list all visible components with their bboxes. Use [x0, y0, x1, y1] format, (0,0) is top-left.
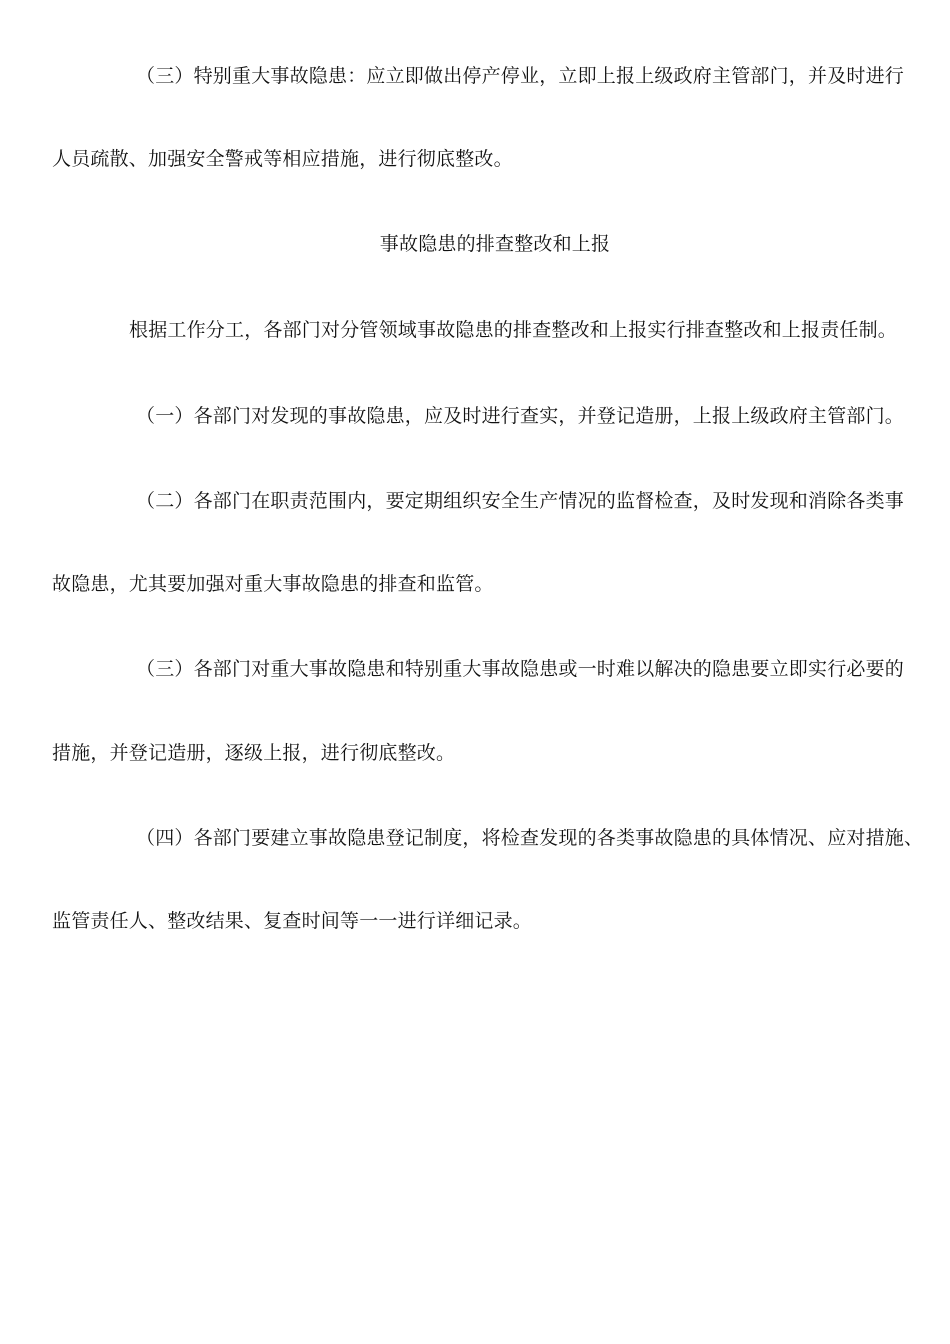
- paragraph-line: 故隐患，尤其要加强对重大事故隐患的排查和监管。: [52, 573, 494, 595]
- paragraph-line: （三）特别重大事故隐患：应立即做出停产停业，立即上报上级政府主管部门，并及时进行: [136, 65, 905, 87]
- paragraph-line: 监管责任人、整改结果、复查时间等一一进行详细记录。: [52, 910, 533, 932]
- section-heading: 事故隐患的排查整改和上报: [379, 233, 611, 255]
- paragraph-line: 措施，并登记造册，逐级上报，进行彻底整改。: [52, 742, 456, 764]
- paragraph-line: 人员疏散、加强安全警戒等相应措施，进行彻底整改。: [52, 148, 513, 170]
- paragraph-line: 根据工作分工，各部门对分管领域事故隐患的排查整改和上报实行排查整改和上报责任制。: [129, 319, 898, 341]
- paragraph-line: （二）各部门在职责范围内，要定期组织安全生产情况的监督检查，及时发现和消除各类事: [136, 490, 905, 512]
- paragraph-line: （三）各部门对重大事故隐患和特别重大事故隐患或一时难以解决的隐患要立即实行必要的: [136, 658, 905, 680]
- paragraph-line: （一）各部门对发现的事故隐患，应及时进行查实，并登记造册，上报上级政府主管部门。: [136, 405, 905, 427]
- paragraph-line: （四）各部门要建立事故隐患登记制度，将检查发现的各类事故隐患的具体情况、应对措施、: [136, 827, 924, 849]
